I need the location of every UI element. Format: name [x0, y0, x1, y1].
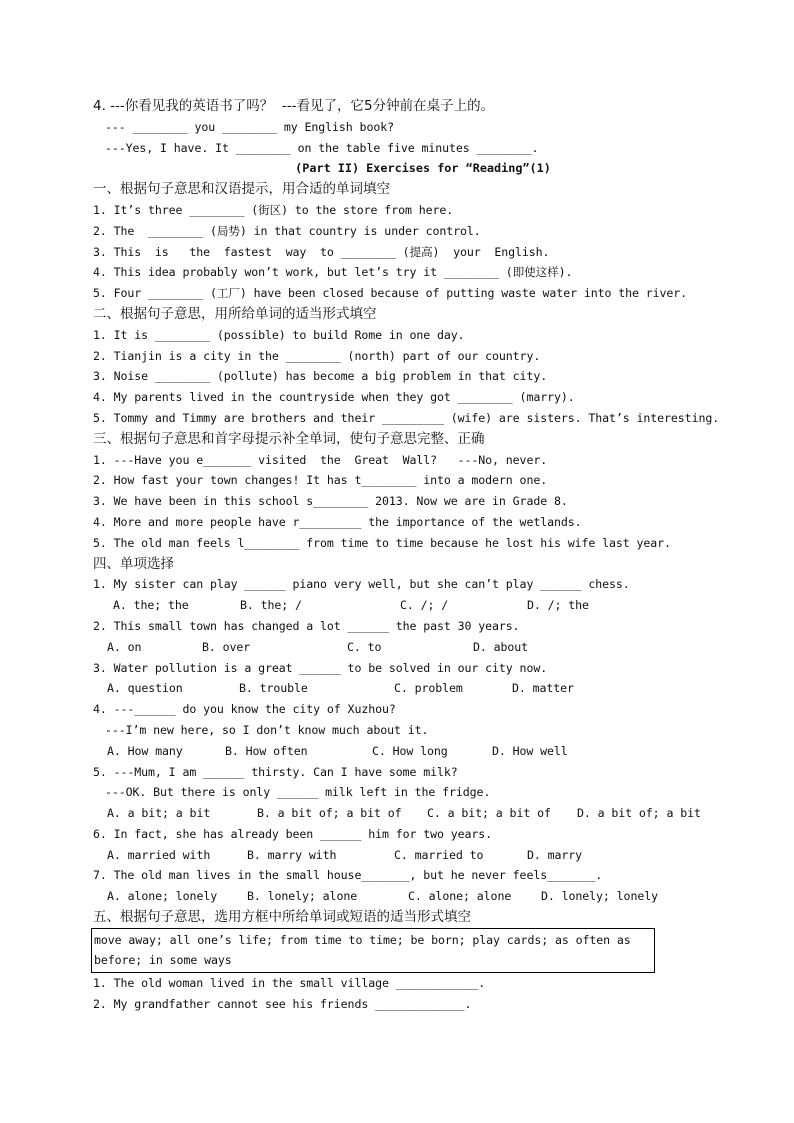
- section-2-item: 1. It is ________ (possible) to build Rome in one day.: [93, 327, 465, 342]
- mc-option: D. marry: [527, 847, 583, 862]
- section-2-item: 4. My parents lived in the countryside when they got ________ (marry).: [93, 390, 575, 405]
- mc-option: A. the; the: [113, 598, 189, 613]
- section-5-heading: 五、根据句子意思，选用方框中所给单词或短语的适当形式填空: [93, 909, 471, 926]
- mc-options: [93, 803, 713, 824]
- part-title: (Part II) Exercises for “Reading”(1): [295, 161, 551, 176]
- section-2-item: 3. Noise ________ (pollute) has become a big problem in that city.: [93, 369, 548, 384]
- mc-options: [93, 886, 713, 907]
- mc-option: A. married with: [107, 847, 211, 862]
- mc-option: B. lonely; alone: [247, 889, 358, 904]
- mc-option: D. How well: [492, 743, 568, 758]
- mc-question-stem: ---OK. But there is only ______ milk left in the fridge.: [105, 785, 491, 800]
- section-1-item: 5. Four ________ (工厂) have been closed because of putting waste water into the river.: [93, 286, 688, 301]
- section-2-heading: 二、根据句子意思，用所给单词的适当形式填空: [93, 305, 377, 322]
- mc-question-stem: 2. This small town has changed a lot ______ the past 30 years.: [93, 618, 520, 633]
- section-4-heading: 四、单项选择: [93, 555, 174, 572]
- section-3-item: 1. ---Have you e_______ visited the Great Wall? ---No, never.: [93, 452, 548, 467]
- mc-option: D. a bit of; a bit: [577, 806, 701, 821]
- section-3-heading: 三、根据句子意思和首字母提示补全单词，使句子意思完整、正确: [93, 430, 485, 447]
- section-1-item: 3. This is the fastest way to ________ (提高) your English.: [93, 244, 550, 259]
- mc-options: [93, 845, 713, 866]
- mc-question-stem: ---I’m new here, so I don’t know much about it.: [105, 722, 429, 737]
- question-4-line-a: --- ________ you ________ my English book?: [105, 119, 394, 134]
- section-3-item: 3. We have been in this school s________ 2013. Now we are in Grade 8.: [93, 494, 568, 509]
- section-2-item: 5. Tommy and Timmy are brothers and their _________ (wife) are sisters. That’s interesting.: [93, 410, 720, 425]
- section-1-item: 4. This idea probably won’t work, but let’s try it ________ (即使这样).: [93, 265, 573, 280]
- section-1-heading: 一、根据句子意思和汉语提示，用合适的单词填空: [93, 181, 390, 198]
- mc-option: C. How long: [372, 743, 448, 758]
- question-4-line-b: ---Yes, I have. It ________ on the table five minutes ________.: [105, 140, 539, 155]
- mc-option: D. /; the: [527, 598, 589, 613]
- section-3-item: 2. How fast your town changes! It has t________ into a modern one.: [93, 473, 548, 488]
- mc-option: A. on: [107, 639, 142, 654]
- mc-option: A. alone; lonely: [107, 889, 218, 904]
- mc-question-stem: 7. The old man lives in the small house_______, but he never feels_______.: [93, 868, 603, 883]
- word-bank-box: [91, 928, 655, 973]
- mc-question-stem: 6. In fact, she has already been ______ him for two years.: [93, 826, 493, 841]
- mc-option: D. matter: [512, 681, 574, 696]
- mc-option: A. How many: [107, 743, 183, 758]
- section-3-item: 4. More and more people have r_________ the importance of the wetlands.: [93, 514, 582, 529]
- section-5-item: 2. My grandfather cannot see his friends _____________.: [93, 996, 472, 1011]
- section-3-item: 5. The old man feels l________ from time to time because he lost his wife last year.: [93, 535, 671, 550]
- mc-option: B. a bit of; a bit of: [257, 806, 402, 821]
- mc-option: D. lonely; lonely: [541, 889, 658, 904]
- word-bank-line: before; in some ways: [94, 952, 232, 967]
- mc-option: C. alone; alone: [408, 889, 512, 904]
- mc-options: [93, 637, 713, 658]
- mc-option: C. /; /: [400, 598, 449, 613]
- mc-option: D. about: [473, 639, 529, 654]
- mc-question-stem: 4. ---______ do you know the city of Xuzhou?: [93, 702, 396, 717]
- mc-options: [93, 741, 713, 762]
- worksheet-page: [93, 96, 720, 1014]
- mc-options: [93, 678, 713, 699]
- mc-option: A. a bit; a bit: [107, 806, 211, 821]
- section-2-item: 2. Tianjin is a city in the ________ (north) part of our country.: [93, 348, 541, 363]
- mc-option: B. over: [202, 639, 251, 654]
- mc-option: B. How often: [225, 743, 308, 758]
- mc-option: C. married to: [394, 847, 484, 862]
- mc-option: C. to: [347, 639, 382, 654]
- mc-option: C. problem: [394, 681, 463, 696]
- mc-option: B. marry with: [247, 847, 337, 862]
- mc-question-stem: 3. Water pollution is a great ______ to be solved in our city now.: [93, 660, 548, 675]
- mc-option: B. the; /: [240, 598, 302, 613]
- section-5-item: 1. The old woman lived in the small village ____________.: [93, 975, 486, 990]
- mc-option: C. a bit; a bit of: [427, 806, 551, 821]
- word-bank-line: move away; all one’s life; from time to time; be born; play cards; as often as: [94, 932, 631, 947]
- mc-question-stem: 5. ---Mum, I am ______ thirsty. Can I have some milk?: [93, 764, 458, 779]
- mc-question-stem: 1. My sister can play ______ piano very well, but she can’t play ______ chess.: [93, 577, 630, 592]
- section-1-item: 1. It’s three ________ (街区) to the store from here.: [93, 202, 454, 217]
- mc-option: A. question: [107, 681, 183, 696]
- mc-options: [93, 595, 713, 616]
- mc-option: B. trouble: [239, 681, 308, 696]
- question-4-chinese: 4. ---你看见我的英语书了吗？ ---看见了，它5分钟前在桌子上的。: [93, 98, 495, 114]
- section-1-item: 2. The ________ (局势) in that country is under control.: [93, 223, 481, 238]
